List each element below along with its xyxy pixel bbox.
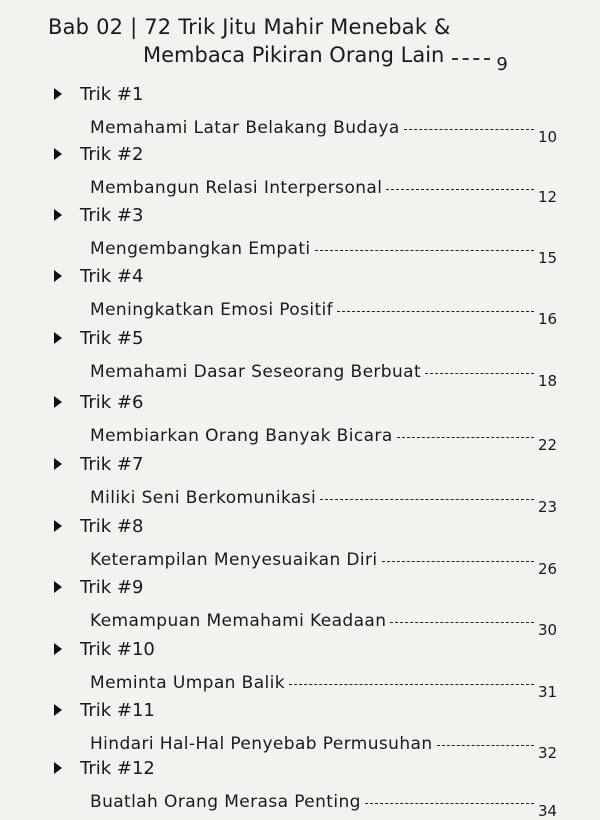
- trick-label: Trik #3: [80, 204, 144, 226]
- entry-title: Mengembangkan Empati: [90, 239, 311, 259]
- bullet-arrow-icon: [54, 458, 62, 470]
- trick-label: Trik #4: [80, 265, 144, 287]
- trick-label: Trik #11: [80, 699, 155, 721]
- entry-title: Memahami Latar Belakang Budaya: [90, 118, 400, 138]
- entry-title: Meningkatkan Emosi Positif: [90, 300, 334, 320]
- entry-page-number: 22: [538, 436, 558, 454]
- bullet-arrow-icon: [54, 581, 62, 593]
- entry-page-number: 18: [538, 372, 558, 390]
- dot-leader: [337, 311, 534, 312]
- toc-entry[interactable]: [50, 756, 560, 818]
- trick-label: Trik #7: [80, 453, 144, 475]
- bullet-arrow-icon: [54, 520, 62, 532]
- toc-entry[interactable]: [50, 326, 560, 388]
- dot-leader: [315, 250, 534, 251]
- entry-page-number: 15: [538, 249, 558, 267]
- bullet-arrow-icon: [54, 332, 62, 344]
- dot-leader: [365, 803, 534, 804]
- toc-entry[interactable]: [50, 390, 560, 452]
- chapter-header: [48, 14, 568, 75]
- entry-page-number: 31: [538, 683, 558, 701]
- entry-title: Membiarkan Orang Banyak Bicara: [90, 426, 393, 446]
- chapter-title-line-1: Bab 02 | 72 Trik Jitu Mahir Menebak &: [48, 15, 451, 39]
- toc-entry[interactable]: [50, 264, 560, 326]
- entry-page-number: 26: [538, 560, 558, 578]
- chapter-title-line-2: Membaca Pikiran Orang Lain: [143, 43, 445, 67]
- toc-entry[interactable]: [50, 698, 560, 760]
- dot-leader: [382, 561, 534, 562]
- dot-leader: [425, 373, 534, 374]
- dot-leader: [397, 437, 534, 438]
- entry-page-number: 16: [538, 310, 558, 328]
- entry-page-number: 12: [538, 188, 558, 206]
- toc-entry[interactable]: [50, 142, 560, 204]
- bullet-arrow-icon: [54, 396, 62, 408]
- trick-label: Trik #1: [80, 83, 144, 105]
- toc-entry[interactable]: [50, 82, 560, 144]
- entry-title: Kemampuan Memahami Keadaan: [90, 611, 387, 631]
- toc-entry[interactable]: [50, 514, 560, 576]
- entry-page-number: 10: [538, 128, 558, 146]
- entry-title: Membangun Relasi Interpersonal: [90, 178, 383, 198]
- chapter-page-number: 9: [496, 54, 508, 75]
- toc-entry[interactable]: [50, 452, 560, 514]
- entry-title: Keterampilan Menyesuaikan Diri: [90, 550, 378, 570]
- bullet-arrow-icon: [54, 209, 62, 221]
- bullet-arrow-icon: [54, 704, 62, 716]
- entry-title: Meminta Umpan Balik: [90, 673, 286, 693]
- trick-label: Trik #6: [80, 391, 144, 413]
- chapter-title-row-2: [143, 42, 568, 75]
- trick-label: Trik #9: [80, 576, 144, 598]
- dot-leader: [386, 189, 534, 190]
- dot-leader: [404, 129, 534, 130]
- dot-leader: [437, 745, 534, 746]
- dot-leader: [289, 684, 534, 685]
- entry-page-number: 32: [538, 744, 558, 762]
- trick-label: Trik #8: [80, 515, 144, 537]
- dot-leader: [320, 499, 534, 500]
- bullet-arrow-icon: [54, 148, 62, 160]
- entry-title: Hindari Hal-Hal Penyebab Permusuhan: [90, 734, 433, 754]
- entry-page-number: 34: [538, 802, 558, 820]
- bullet-arrow-icon: [54, 643, 62, 655]
- toc-entry[interactable]: [50, 575, 560, 637]
- bullet-arrow-icon: [54, 762, 62, 774]
- trick-label: Trik #5: [80, 327, 144, 349]
- entry-title: Buatlah Orang Merasa Penting: [90, 792, 361, 812]
- bullet-arrow-icon: [54, 270, 62, 282]
- trick-label: Trik #12: [80, 757, 155, 779]
- bullet-arrow-icon: [54, 88, 62, 100]
- trick-label: Trik #2: [80, 143, 144, 165]
- dot-leader: [390, 622, 534, 623]
- trick-label: Trik #10: [80, 638, 155, 660]
- toc-entry[interactable]: [50, 637, 560, 699]
- entry-page-number: 30: [538, 621, 558, 639]
- entry-title: Memahami Dasar Seseorang Berbuat: [90, 362, 422, 382]
- entry-page-number: 23: [538, 498, 558, 516]
- entry-title: Miliki Seni Berkomunikasi: [90, 488, 317, 508]
- toc-entry[interactable]: [50, 203, 560, 265]
- dot-leader: [452, 58, 490, 60]
